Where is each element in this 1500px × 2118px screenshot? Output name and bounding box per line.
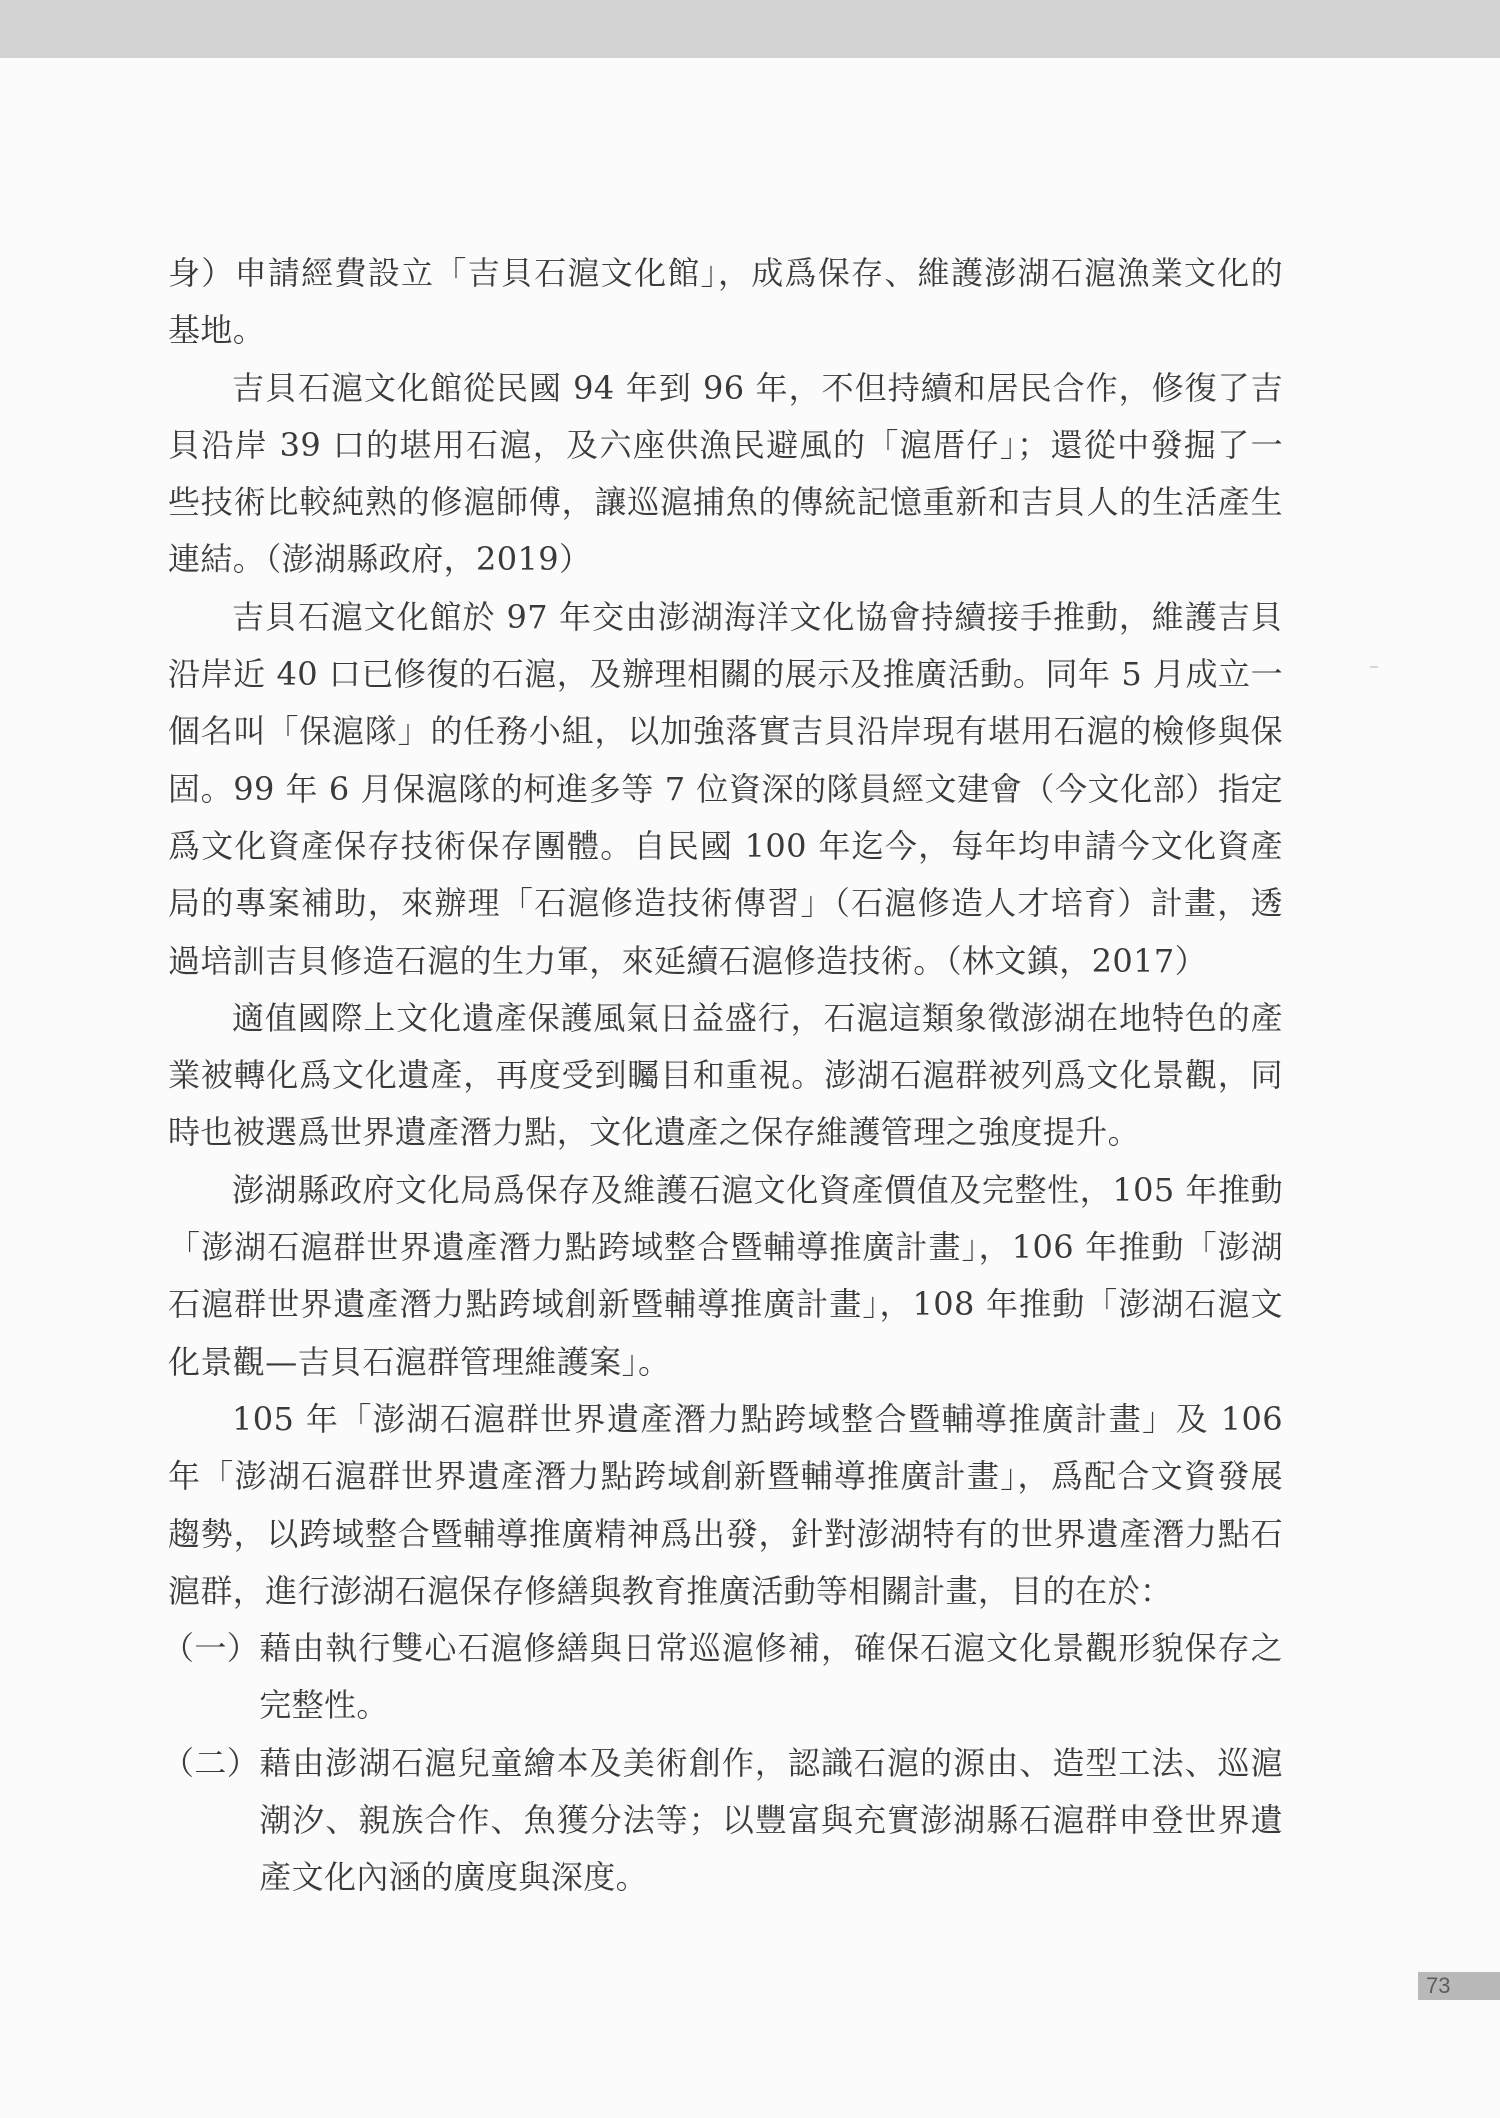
paragraph-3: 吉貝石滬文化館於 97 年交由澎湖海洋文化協會持續接手推動，維護吉貝沿岸近 40 口已修復的石滬，及辦理相關的展示及推廣活動。同年 5 月成立一個名叫「保滬隊」的任務小組，以加強落實吉貝沿岸現有堪用石滬的檢修與保固。99 年 6 月保滬隊的柯進多等 7 位資深的隊員經文建會（今文化部）指定爲文化資產保存技術保存團體。自民國 100 年迄今，每年均申請今文化資產局的專案補助，來辦理「石滬修造技術傳習」（石滬修造人才培育）計畫，透過培訓吉貝修造石滬的生力軍，來延續石滬修造技術。（林文鎮，2017） <box>168 597 1283 980</box>
scan-border-top <box>0 0 1500 58</box>
list-number: （一） <box>162 1629 260 1668</box>
page-number: 73 <box>1418 1972 1500 2000</box>
paragraph-5: 澎湖縣政府文化局爲保存及維護石滬文化資產價值及完整性，105 年推動「澎湖石滬群世界遺產潛力點跨域整合暨輔導推廣計畫」，106 年推動「澎湖石滬群世界遺產潛力點跨域創新暨輔導推廣計畫」，108 年推動「澎湖石滬文化景觀—吉貝石滬群管理維護案」。 <box>168 1170 1283 1381</box>
paragraph-1: 身）申請經費設立「吉貝石滬文化館」，成爲保存、維護澎湖石滬漁業文化的基地。 <box>168 254 1283 350</box>
paragraph-2: 吉貝石滬文化館從民國 94 年到 96 年，不但持續和居民合作，修復了吉貝沿岸 39 口的堪用石滬，及六座供漁民避風的「滬厝仔」；還從中發掘了一些技術比較純熟的修滬師傅，讓巡滬捕魚的傳統記憶重新和吉貝人的生活產生連結。（澎湖縣政府，2019） <box>168 368 1283 579</box>
paragraph-6: 105 年「澎湖石滬群世界遺產潛力點跨域整合暨輔導推廣計畫」及 106 年「澎湖石滬群世界遺產潛力點跨域創新暨輔導推廣計畫」，爲配合文資發展趨勢，以跨域整合暨輔導推廣精神爲出發，針對澎湖特有的世界遺產潛力點石滬群，進行澎湖石滬保存修繕與教育推廣活動等相關計畫，目的在於： <box>168 1399 1283 1610</box>
body-text <box>162 245 1283 1907</box>
paragraph-4: 適值國際上文化遺產保護風氣日益盛行，石滬這類象徵澎湖在地特色的產業被轉化爲文化遺產，再度受到矚目和重視。澎湖石滬群被列爲文化景觀，同時也被選爲世界遺產潛力點，文化遺產之保存維護管理之強度提升。 <box>168 998 1283 1152</box>
scan-speck <box>1370 666 1378 668</box>
list-text: 藉由澎湖石滬兒童繪本及美術創作，認識石滬的源由、造型工法、巡滬潮汐、親族合作、魚獲分法等；以豐富與充實澎湖縣石滬群申登世界遺產文化內涵的廣度與深度。 <box>259 1743 1283 1897</box>
list-text: 藉由執行雙心石滬修繕與日常巡滬修補，確保石滬文化景觀形貌保存之完整性。 <box>259 1629 1283 1725</box>
list-item-2 <box>162 1735 1283 1907</box>
list-item-1 <box>162 1620 1283 1735</box>
list-number: （二） <box>162 1743 260 1782</box>
